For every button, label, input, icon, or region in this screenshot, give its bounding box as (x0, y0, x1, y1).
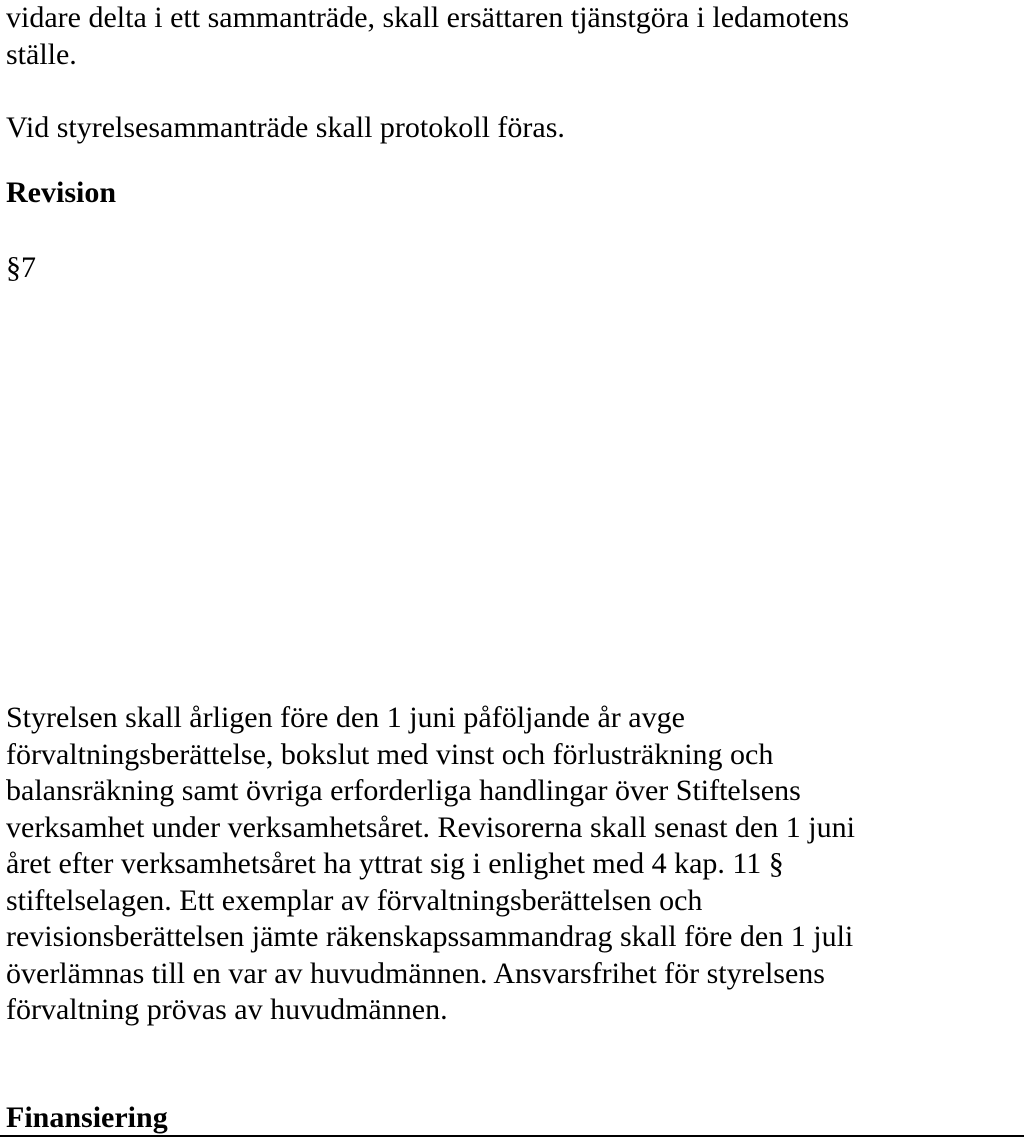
paragraph-substitute-member (6, 0, 849, 73)
text-line: överlämnas till en var av huvudmännen. Ansvarsfrihet för styrelsens (6, 956, 825, 990)
text-line: verksamhet under verksamhetsåret. Revisorerna skall senast den 1 juni (6, 810, 855, 844)
text-line: året efter verksamhetsåret ha yttrat sig i enlighet med 4 kap. 11 § (6, 847, 784, 880)
text-line: balansräkning samt övriga erforderliga handlingar över Stiftelsens (6, 774, 801, 807)
text-line: stiftelselagen. Ett exemplar av förvaltningsberättelsen och (6, 883, 703, 917)
text-line: förvaltningsberättelse, bokslut med vinst och förlusträkning och (6, 737, 774, 771)
text-line: förvaltning prövas av huvudmännen. (6, 993, 448, 1026)
heading-revision: Revision (6, 176, 117, 209)
text-line: revisionsberättelsen jämte räkenskapssammandrag skall före den 1 juli (6, 920, 854, 953)
text-line: Styrelsen skall årligen före den 1 juni påföljande år avge (6, 701, 685, 734)
section-number: §7 (6, 251, 36, 284)
text-line: vidare delta i ett sammanträde, skall ersättaren tjänstgöra i ledamotens (6, 1, 850, 34)
text-line: ställe. (6, 37, 77, 71)
paragraph-protocol: Vid styrelsesammanträde skall protokoll föras. (6, 111, 565, 144)
paragraph-revision (6, 700, 855, 1029)
heading-finansiering: Finansiering (6, 1101, 168, 1134)
